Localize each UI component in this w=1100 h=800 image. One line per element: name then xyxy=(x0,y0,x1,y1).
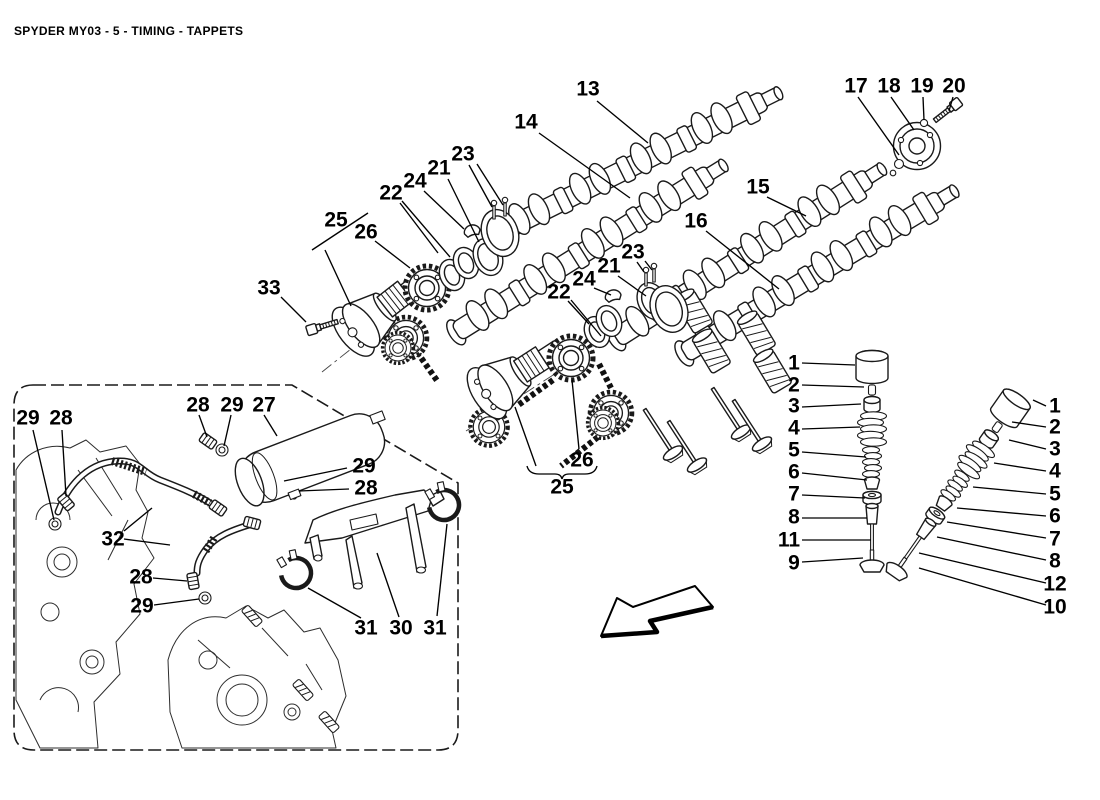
callout-29: 29 xyxy=(220,393,244,417)
stud-bolt xyxy=(241,605,262,627)
leader-line-7 xyxy=(802,495,865,498)
callout-21: 21 xyxy=(427,156,451,180)
callout-24: 24 xyxy=(403,169,427,193)
callout-25: 25 xyxy=(324,208,348,232)
leader-line-5 xyxy=(973,487,1046,494)
callout-29: 29 xyxy=(130,594,154,618)
leader-line-8 xyxy=(937,537,1046,560)
woodruff-key-24 xyxy=(604,288,622,303)
valve-stack-left xyxy=(856,351,888,573)
leader-line-28 xyxy=(153,578,187,581)
leader-line-24 xyxy=(424,191,464,229)
callout-28: 28 xyxy=(186,393,210,417)
washer-29 xyxy=(216,444,228,456)
leader-line-30 xyxy=(377,553,399,617)
callout-4: 4 xyxy=(788,416,800,440)
leader-line-26 xyxy=(375,241,410,268)
callout-26: 26 xyxy=(570,448,594,472)
leader-line-27 xyxy=(264,415,277,436)
direction-arrow-icon xyxy=(601,586,713,636)
union-28 xyxy=(199,432,218,449)
leader-line-29 xyxy=(33,430,54,520)
callout-24: 24 xyxy=(572,267,596,291)
washer-19 xyxy=(920,119,927,126)
washer-29 xyxy=(199,592,211,604)
inset-box xyxy=(14,385,464,750)
callout-30: 30 xyxy=(389,616,413,640)
callout-11: 11 xyxy=(777,528,801,552)
leader-line-28 xyxy=(299,489,349,491)
callout-17: 17 xyxy=(844,74,868,98)
leader-line-23 xyxy=(469,165,492,207)
callout-3: 3 xyxy=(788,394,800,418)
union-28 xyxy=(187,572,200,589)
leader-line-5 xyxy=(802,452,866,457)
leader-line-4 xyxy=(802,427,860,429)
oil-hose-upper-32 xyxy=(58,461,210,512)
leader-line-22 xyxy=(400,203,438,253)
callout-18: 18 xyxy=(877,74,901,98)
bracket-30 xyxy=(305,490,444,589)
callout-28: 28 xyxy=(129,565,153,589)
leader-line-10 xyxy=(919,568,1046,605)
callout-10: 10 xyxy=(1043,595,1067,619)
leader-line-6 xyxy=(802,473,867,480)
clamp-31 xyxy=(276,550,317,594)
page-title: SPYDER MY03 - 5 - TIMING - TAPPETS xyxy=(14,24,244,38)
leader-line-1 xyxy=(1033,400,1046,406)
leader-line-6 xyxy=(957,508,1046,516)
leader-line-2 xyxy=(802,385,864,387)
callout-12: 12 xyxy=(1043,572,1067,596)
chain-sprocket xyxy=(383,333,414,364)
engine-block-sketch-center xyxy=(168,605,346,748)
callout-28: 28 xyxy=(354,476,378,500)
leader-line-23 xyxy=(477,164,503,205)
callout-9: 9 xyxy=(788,551,800,575)
callout-32: 32 xyxy=(101,527,125,551)
leader-line-33 xyxy=(281,297,306,322)
leader-line-1 xyxy=(802,363,855,365)
callout-13: 13 xyxy=(576,77,600,101)
leader-line-23 xyxy=(637,262,644,272)
callout-8: 8 xyxy=(788,505,800,529)
leader-line-32 xyxy=(124,539,170,545)
callout-28: 28 xyxy=(49,406,73,430)
leader-line-21 xyxy=(448,179,479,242)
leader-line-13 xyxy=(597,101,648,143)
leader-line-12 xyxy=(919,553,1046,583)
callout-5: 5 xyxy=(1049,482,1061,506)
engine-block-sketch-left xyxy=(16,440,154,748)
leader-line-3 xyxy=(1009,440,1046,449)
callout-20: 20 xyxy=(942,74,966,98)
oil-reservoir-27 xyxy=(229,404,400,515)
callout-31: 31 xyxy=(423,616,447,640)
callout-27: 27 xyxy=(252,393,276,417)
leader-line-31 xyxy=(308,588,361,618)
callout-22: 22 xyxy=(379,181,403,205)
circlip xyxy=(890,170,896,176)
callout-33: 33 xyxy=(257,276,281,300)
leader-bracket-25 xyxy=(527,466,597,479)
oil-hose-lower-32 xyxy=(197,524,252,573)
callout-7: 7 xyxy=(788,482,800,506)
callout-26: 26 xyxy=(354,220,378,244)
callout-19: 19 xyxy=(910,74,934,98)
woodruff-key-24 xyxy=(463,223,481,238)
callout-6: 6 xyxy=(1049,504,1061,528)
stud-bolt xyxy=(318,711,339,733)
callout-23: 23 xyxy=(451,142,475,166)
leader-line-19 xyxy=(923,97,924,120)
washer-29 xyxy=(49,518,61,530)
callout-16: 16 xyxy=(684,209,708,233)
leader-line-26 xyxy=(572,380,579,449)
stud-23 xyxy=(651,263,656,282)
leader-line-7 xyxy=(947,522,1046,538)
callout-29: 29 xyxy=(16,406,40,430)
leader-line-25 xyxy=(312,213,368,250)
camshaft-gear-26 xyxy=(549,336,593,380)
leader-line-25 xyxy=(515,407,536,466)
callout-3: 3 xyxy=(1049,437,1061,461)
leader-line-17 xyxy=(858,97,899,155)
callout-2: 2 xyxy=(1049,415,1061,439)
leader-line-9 xyxy=(802,558,863,562)
callout-1: 1 xyxy=(788,351,800,375)
callout-15: 15 xyxy=(746,175,770,199)
leader-line-18 xyxy=(891,97,914,130)
callout-25: 25 xyxy=(550,475,574,499)
callout-22: 22 xyxy=(547,280,571,304)
leader-line-3 xyxy=(802,404,861,407)
leader-line-31 xyxy=(437,524,447,616)
bolt-20 xyxy=(932,97,963,125)
callout-2: 2 xyxy=(788,373,800,397)
callout-7: 7 xyxy=(1049,527,1061,551)
seal-ring-17 xyxy=(895,160,904,169)
leader-line-28 xyxy=(62,430,66,496)
valve-stack-right xyxy=(880,386,1033,586)
leader-line-29 xyxy=(224,415,231,446)
leader-line-22 xyxy=(568,301,589,324)
callout-31: 31 xyxy=(354,616,378,640)
callout-14: 14 xyxy=(514,110,538,134)
callout-1: 1 xyxy=(1049,394,1061,418)
callout-29: 29 xyxy=(352,454,376,478)
callout-4: 4 xyxy=(1049,459,1061,483)
leader-line-4 xyxy=(994,463,1046,471)
callout-21: 21 xyxy=(597,254,621,278)
cam-variator-17-18 xyxy=(890,97,963,176)
callout-23: 23 xyxy=(621,240,645,264)
callout-5: 5 xyxy=(788,438,800,462)
leader-line-32 xyxy=(124,508,152,531)
stud-bolt xyxy=(292,679,313,701)
leader-line-25 xyxy=(325,250,351,306)
leader-line-29 xyxy=(154,599,199,605)
callout-6: 6 xyxy=(788,460,800,484)
chain-sprocket xyxy=(588,408,619,439)
callout-8: 8 xyxy=(1049,549,1061,573)
